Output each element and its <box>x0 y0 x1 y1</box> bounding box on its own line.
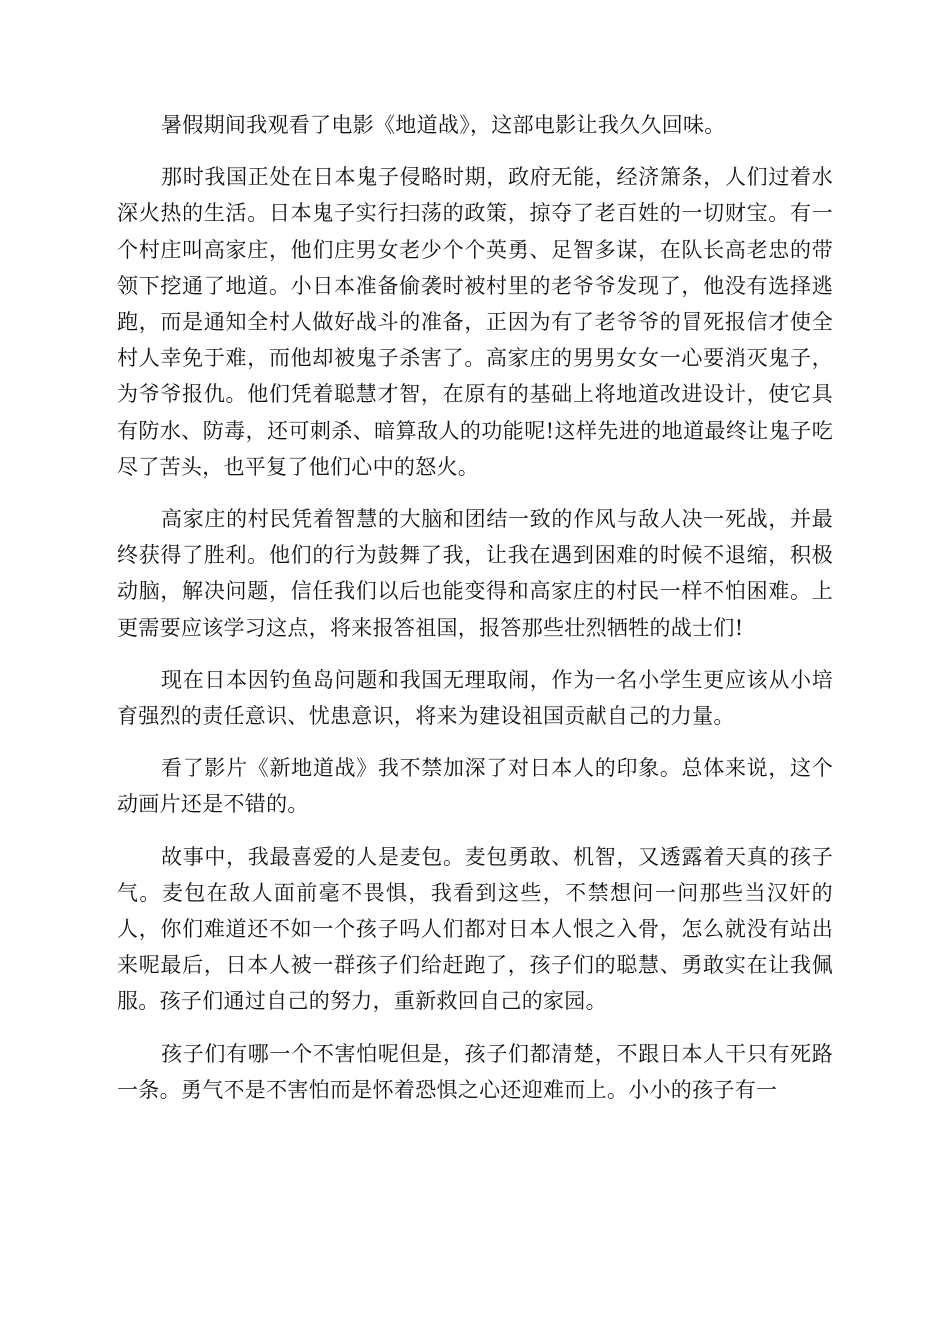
paragraph-6: 故事中，我最喜爱的人是麦包。麦包勇敢、机智，又透露着天真的孩子气。麦包在敌人面前毫不畏惧，我看到这些，不禁想问一问那些当汉奸的人，你们难道还不如一个孩子吗人们都对日本人恨之入骨，怎么就没有站出来呢最后，日本人被一群孩子们给赶跑了，孩子们的聪慧、勇敢实在让我佩服。孩子们通过自己的努力，重新救回自己的家园。 <box>117 844 833 1014</box>
paragraph-7: 孩子们有哪一个不害怕呢但是，孩子们都清楚，不跟日本人干只有死路一条。勇气不是不害怕而是怀着恐惧之心还迎难而上。小小的孩子有一 <box>117 1041 833 1102</box>
paragraph-2: 那时我国正处在日本鬼子侵略时期，政府无能，经济箫条，人们过着水深火热的生活。日本鬼子实行扫荡的政策，掠夺了老百姓的一切财宝。有一个村庄叫高家庄，他们庄男女老少个个英勇、足智多谋，在队长高老忠的带领下挖通了地道。小日本准备偷袭时被村里的老爷爷发现了，他没有选择逃跑，而是通知全村人做好战斗的准备，正因为有了老爷爷的冒死报信才使全村人幸免于难，而他却被鬼子杀害了。高家庄的男男女女一心要消灭鬼子，为爷爷报仇。他们凭着聪慧才智，在原有的基础上将地道改进设计，使它具有防水、防毒，还可刺杀、暗算敌人的功能呢!这样先进的地道最终让鬼子吃尽了苦头，也平复了他们心中的怒火。 <box>117 165 833 479</box>
paragraph-1: 暑假期间我观看了电影《地道战》，这部电影让我久久回味。 <box>161 113 726 137</box>
document-body <box>117 107 833 1124</box>
paragraph-3: 高家庄的村民凭着智慧的大脑和团结一致的作风与敌人决一死战，并最终获得了胜利。他们的行为鼓舞了我，让我在遇到困难的时候不退缩，积极动脑，解决问题，信任我们以后也能变得和高家庄的村民一样不怕困难。上更需要应该学习这点，将来报答祖国，报答那些壮烈牺牲的战士们! <box>117 507 833 640</box>
paragraph-5: 看了影片《新地道战》我不禁加深了对日本人的印象。总体来说，这个动画片还是不错的。 <box>117 756 833 817</box>
paragraph-4: 现在日本因钓鱼岛问题和我国无理取闹，作为一名小学生更应该从小培育强烈的责任意识、忧患意识，将来为建设祖国贡献自己的力量。 <box>117 667 833 729</box>
